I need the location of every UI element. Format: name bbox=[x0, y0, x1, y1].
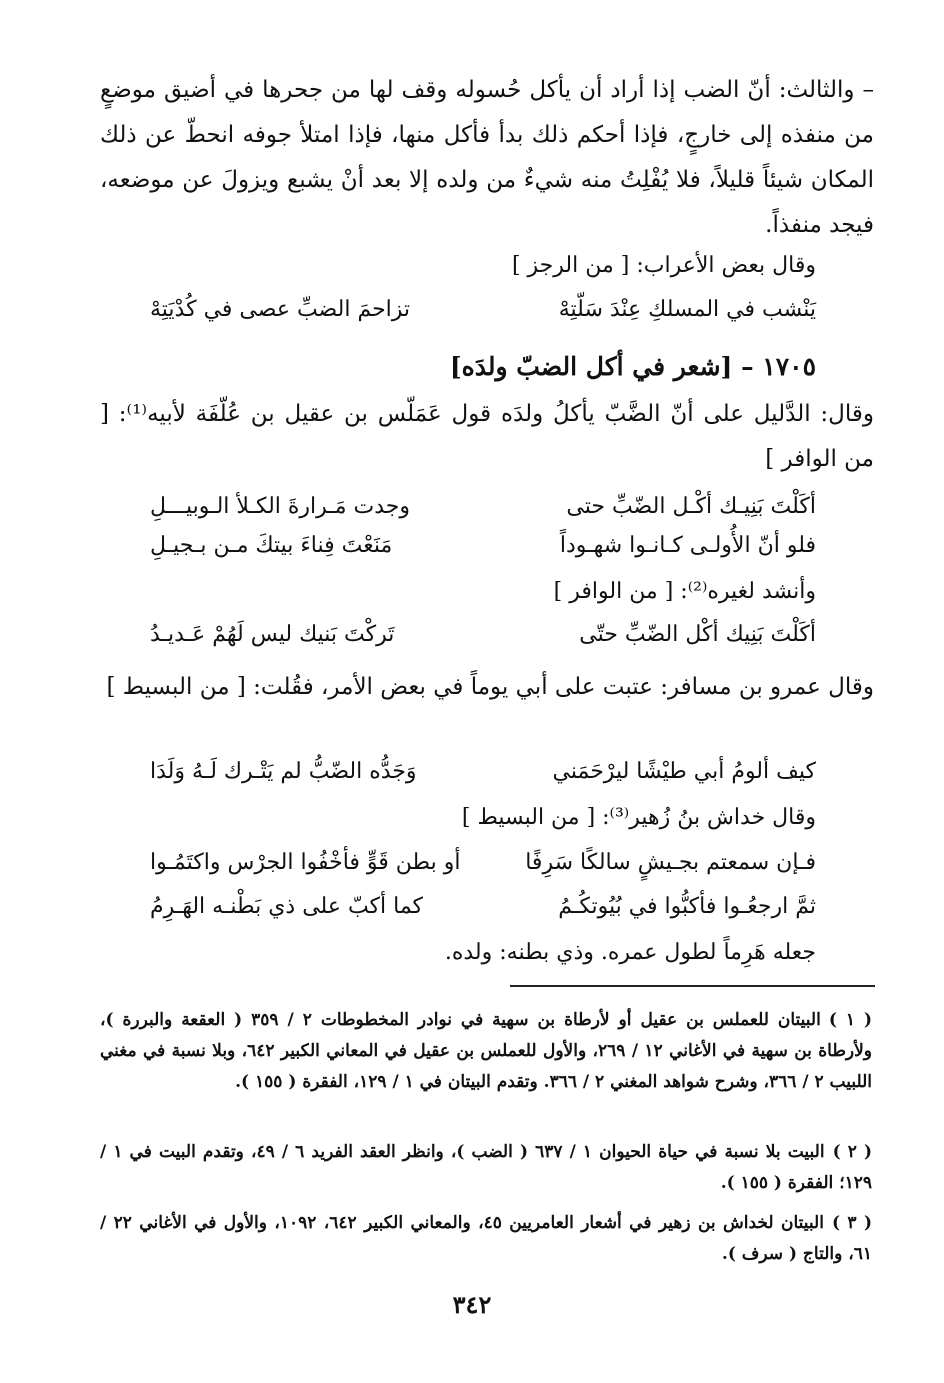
verse-first-hemistich: كيف ألومُ أبي طيْشًا ليرْحَمَني bbox=[552, 759, 816, 784]
footnote-number: ( ٣ ) bbox=[831, 1213, 872, 1233]
page-number: ٣٤٢ bbox=[452, 1290, 492, 1319]
verse-line bbox=[150, 615, 816, 655]
verse-second-hemistich: مَنَعْتَ فِناءَ بيتكَ مـن بـجيـلِ bbox=[150, 533, 393, 558]
footnote-text: البيتان للعملس بن عقيل أو لأرطاة بن سهية في نوادر المخطوطات ٢ / ٣٥٩ ( العقعة والبررة )، ولأرطاة بن سهية في الأغاني ١٢ / ٢٦٩، والأول للعملس بن عقيل في المعاني الكبير ٦٤٢، وبلا نسبة في مغني اللبيب ٢ / ٣٦٦، وشرح شواهد المغني ٢ / ٣٦٦. وتقدم البيتان في ١ / ١٢٩، الفقرة ( ١٥٥ ). bbox=[100, 1010, 872, 1092]
footnote-1 bbox=[100, 1005, 872, 1098]
footnote-3 bbox=[100, 1208, 872, 1270]
verse-first-hemistich: فلو أنّ الأُولـى كـانـوا شهـوداً bbox=[559, 533, 816, 558]
verse-first-hemistich: فـإن سمعتم بجـيشٍ سالكًا سَرِفًا bbox=[525, 850, 816, 875]
verse-line bbox=[150, 752, 816, 792]
footnote-separator bbox=[510, 985, 875, 987]
section-heading: ١٧٠٥ – [شعر في أكل الضبّ ولدَه] bbox=[449, 352, 816, 381]
verse-second-hemistich: كما أكبّ على ذي بَطْنـه الهَـرِمُ bbox=[150, 894, 424, 919]
paragraph-amr-ibn-musafir: وقال عمرو بن مسافر: عتبت على أبي يوماً في بعض الأمر، فقُلت: [ من البسيط ] bbox=[106, 674, 874, 700]
paragraph-third-point: – والثالث: أنّ الضب إذا أراد أن يأكل حُسوله وقف لها من جحرها في أضيق موضعٍ من منفذه إلى خارجٍ، فإذا أحكم ذلك بدأ فأكل منها، فإذا امتلأ جوفه انحطّ عن ذلك المكان شيئاً قليلاً، فلا يُفْلِتُ منه شيءٌ من ولده إلا بعد أنْ يشبع ويزولَ عن موضعه، فيجد منفذاً. bbox=[100, 77, 874, 238]
verse-intro-basit: وقال خداش بنُ زُهير⁽³⁾: [ من البسيط ] bbox=[461, 805, 816, 830]
verse-second-hemistich: تَركْتَ بَنيك ليس لَهُمْ عَـديـدُ bbox=[150, 622, 395, 647]
verse-first-hemistich: أكَلْتَ بَنِيك أكْل الضّبِّ حتّى bbox=[579, 622, 816, 647]
verse-second-hemistich: وَجَدُّه الضّبُّ لم يَتْـرك لَـهُ وَلَدَا bbox=[150, 759, 417, 784]
footnote-number: ( ١ ) bbox=[828, 1010, 873, 1030]
verse-line bbox=[150, 526, 816, 566]
verse-line bbox=[150, 290, 816, 330]
verse-intro-rajaz: وقال بعض الأعراب: [ من الرجز ] bbox=[511, 253, 816, 278]
verse-second-hemistich: أو بطن قَوٍّ فأخْفُوا الجرْس واكتَمُـوا bbox=[150, 850, 461, 875]
verse-first-hemistich: ثمَّ ارجعُـوا فأكبُّوا في بُيُوتكُـمُ bbox=[558, 894, 816, 919]
paragraph-evidence: وقال: الدَّليل على أنّ الضَّبّ يأكلُ ولدَه قول عَمَلّس بن عقيل بن عُلّفَة لأبيه⁽¹⁾: [ من الوافر ] bbox=[100, 401, 874, 472]
footnote-number: ( ٢ ) bbox=[832, 1142, 873, 1162]
verse-line bbox=[150, 887, 816, 927]
verse-first-hemistich: أكَلْتَ بَنِيـك أكْـل الضّبِّ حتى bbox=[566, 494, 816, 519]
verse-second-hemistich: وجدت مَـرارةَ الكـلأ الـوبيـــلِ bbox=[150, 494, 411, 519]
paragraph-gloss: جعله هَرِماً لطول عمره. وذي بطنه: ولده. bbox=[444, 940, 816, 965]
verse-first-hemistich: يَنْشب في المسلكِ عِنْدَ سَلّتِهْ bbox=[558, 297, 816, 322]
verse-line bbox=[150, 843, 816, 883]
footnote-2 bbox=[100, 1137, 872, 1199]
verse-line bbox=[150, 487, 816, 527]
footnote-text: البيت بلا نسبة في حياة الحيوان ١ / ٦٣٧ ( الضب )، وانظر العقد الفريد ٦ / ٤٩، وتقدم البيت في ١ / ١٢٩؛ الفقرة ( ١٥٥ ). bbox=[100, 1142, 872, 1193]
verse-intro-wafir: وأنشد لغيره⁽²⁾: [ من الوافر ] bbox=[553, 579, 816, 604]
footnote-text: البيتان لخداش بن زهير في أشعار العامريين ٤٥، والمعاني الكبير ٦٤٢، ١٠٩٢، والأول في الأغاني ٢٢ / ٦١، والتاج ( سرف ). bbox=[100, 1213, 872, 1264]
verse-second-hemistich: تزاحمَ الضبِّ عصى في كُدْيَتِهْ bbox=[150, 297, 411, 322]
